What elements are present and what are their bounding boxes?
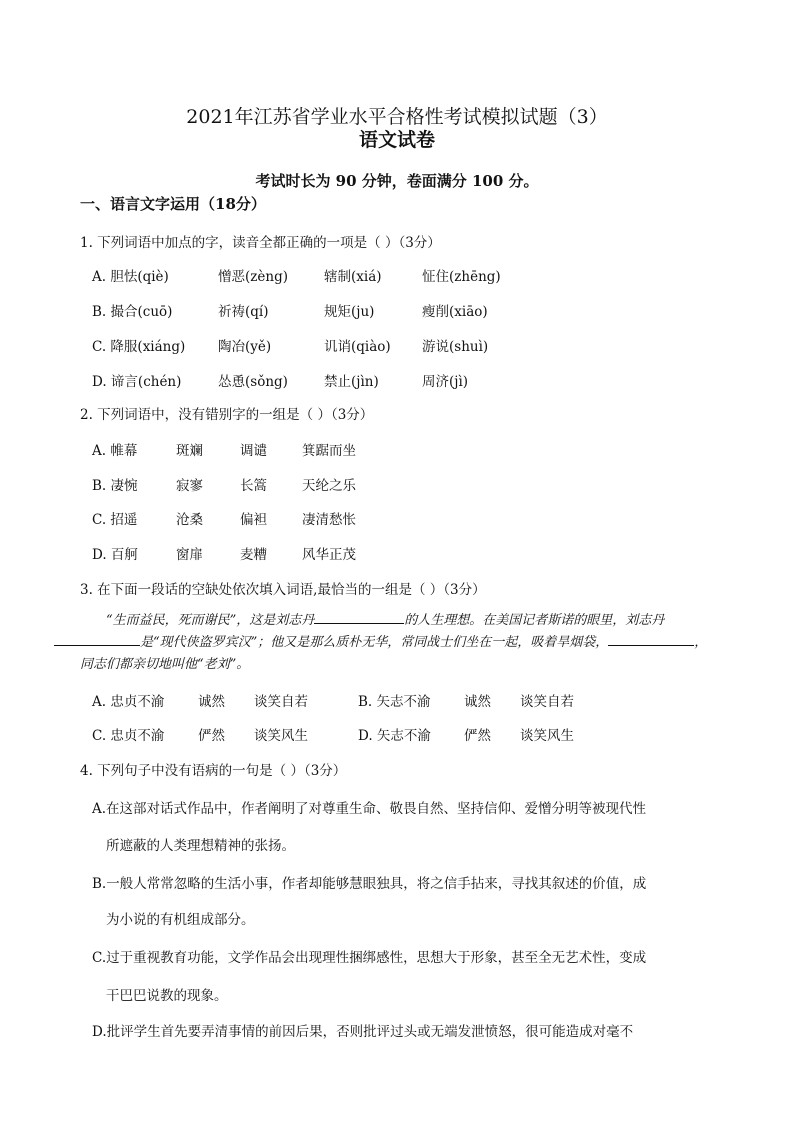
option-cell: 诚然 — [198, 694, 225, 710]
option-cell: B. 撮合(cuō) — [92, 304, 173, 320]
option-cell: 谈笑风生 — [254, 728, 308, 744]
option-cell: 讥诮(qiào) — [324, 339, 391, 355]
option-cell: 诚然 — [464, 694, 491, 710]
question-3-stem: 3. 在下面一段话的空缺处依次填入词语,最恰当的一组是（ ）（3分） — [80, 582, 486, 598]
option-cell: A. 胆怯(qiè) — [92, 269, 169, 285]
option-cell: B. 矢志不渝 — [358, 694, 431, 710]
option-cell: 祈祷(qí) — [218, 304, 269, 320]
option-cell: 沧桑 — [176, 512, 203, 528]
option-cell: 谈笑风生 — [520, 728, 574, 744]
option-cell: 调谴 — [240, 443, 267, 459]
question-4-option-d: D.批评学生首先要弄清事情的前因后果，否则批评过头或无端发泄愤怒，很可能造成对毫不 — [92, 1024, 634, 1040]
option-cell: 麦糟 — [240, 547, 267, 563]
option-cell: C. 降服(xiáng) — [92, 339, 186, 355]
option-cell: 寂寥 — [176, 478, 203, 494]
option-cell: 斑斓 — [176, 443, 203, 459]
passage-text: ，同志们都亲切地叫他“老刘”。 — [80, 635, 708, 672]
question-4-option-b: B.一般人常常忽略的生活小事，作者却能够慧眼独具，将之信手拈来，寻找其叙述的价值，成 — [92, 876, 647, 892]
passage-text: “生而益民，死而谢民”，这是刘志丹 — [106, 613, 315, 628]
option-cell: 窗扉 — [176, 547, 203, 563]
option-cell: B. 凄惋 — [92, 478, 138, 494]
option-cell: 箕踞而坐 — [302, 443, 356, 459]
option-cell: D. 谛言(chén) — [92, 374, 182, 390]
option-cell: 辖制(xiá) — [324, 269, 382, 285]
page-subtitle: 语文试卷 — [358, 129, 435, 151]
question-3-passage — [80, 610, 720, 676]
question-1-stem: 1. 下列词语中加点的字，读音全都正确的一项是（ ）（3分） — [80, 235, 441, 251]
option-cell: 周济(jì) — [422, 374, 469, 390]
passage-text: 的人生理想。在美国记者斯诺的眼里，刘志丹 — [404, 613, 665, 628]
option-cell: D. 矢志不渝 — [358, 728, 431, 744]
option-cell: 偏袒 — [240, 512, 267, 528]
option-cell: 陶冶(yě) — [218, 339, 272, 355]
option-cell: 风华正茂 — [302, 547, 356, 563]
question-4-stem: 4. 下列句子中没有语病的一句是（ ）（3分） — [80, 763, 347, 779]
option-cell: 谈笑自若 — [254, 694, 308, 710]
page-title: 2021年江苏省学业水平合格性考试模拟试题（3） — [186, 106, 608, 128]
option-cell: A. 忠贞不渝 — [92, 694, 165, 710]
option-cell: 规矩(ju) — [324, 304, 375, 320]
passage-text: 是“现代侠盗罗宾汉”；他又是那么质朴无华，常同战士们坐在一起，吸着旱烟袋， — [140, 635, 609, 650]
option-cell: 怔住(zhēng) — [422, 269, 501, 285]
option-cell: D. 百舸 — [92, 547, 138, 563]
question-4-option-b-cont: 为小说的有机组成部分。 — [106, 912, 255, 928]
option-cell: 谈笑自若 — [520, 694, 574, 710]
fill-blank-3[interactable] — [608, 633, 694, 646]
question-4-option-c-cont: 干巴巴说教的现象。 — [106, 988, 228, 1004]
option-cell: C. 招遥 — [92, 512, 138, 528]
option-cell: 憎恶(zèng) — [218, 269, 288, 285]
option-cell: 瘦削(xiāo) — [422, 304, 488, 320]
option-cell: 长篙 — [240, 478, 267, 494]
section-heading: 一、语言文字运用（18分） — [80, 195, 266, 213]
question-4-option-a-cont: 所遮蔽的人类理想精神的张扬。 — [106, 838, 295, 854]
option-cell: 俨然 — [464, 728, 491, 744]
exam-note: 考试时长为 90 分钟，卷面满分 100 分。 — [255, 172, 539, 190]
option-cell: 天纶之乐 — [302, 478, 356, 494]
option-cell: 俨然 — [198, 728, 225, 744]
fill-blank-1[interactable] — [314, 611, 404, 624]
option-cell: C. 忠贞不渝 — [92, 728, 165, 744]
fill-blank-2[interactable] — [54, 633, 140, 646]
question-2-stem: 2. 下列词语中，没有错别字的一组是（ ）（3分） — [80, 407, 374, 423]
question-4-option-a: A.在这部对话式作品中，作者阐明了对尊重生命、敬畏自然、坚持信仰、爱憎分明等被现代性 — [92, 801, 647, 817]
option-cell: A. 帷幕 — [92, 443, 138, 459]
option-cell: 怂恿(sǒng) — [218, 374, 288, 390]
question-4-option-c: C.过于重视教育功能，文学作品会出现理性捆绑感性，思想大于形象，甚至全无艺术性，变成 — [92, 950, 647, 966]
option-cell: 禁止(jìn) — [324, 374, 379, 390]
option-cell: 凄清愁怅 — [302, 512, 356, 528]
option-cell: 游说(shuì) — [422, 339, 489, 355]
